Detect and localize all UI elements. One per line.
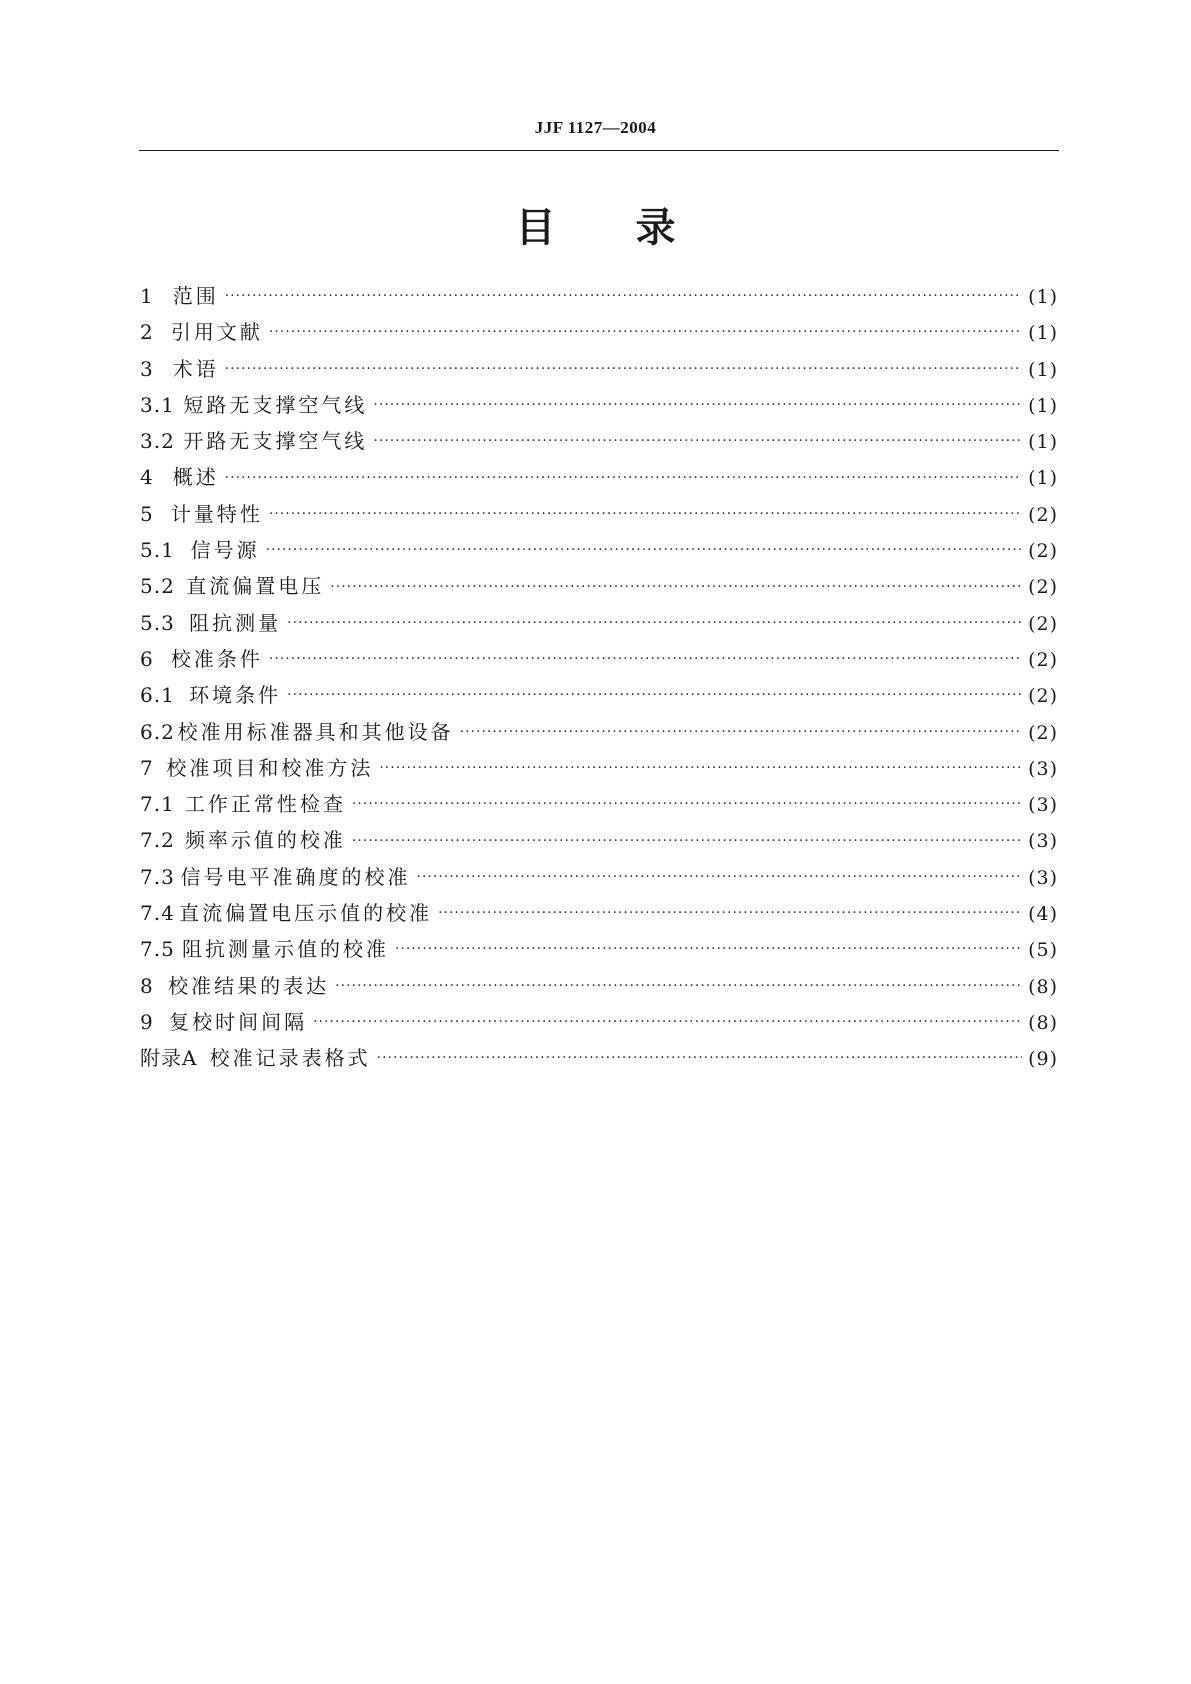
toc-leader-dots [438,903,1022,923]
toc-entry-number: 5.1 [140,538,175,563]
toc-leader-dots [352,831,1022,851]
toc-entry-number: 6.1 [140,683,175,708]
toc-entry[interactable] [140,714,1058,750]
toc-entry-page: (2) [1028,576,1058,599]
toc-entry-number: 7.4 [140,901,175,926]
toc-entry-label: 开路无支撑空气线 [183,429,368,454]
toc-entry-number: 5.3 [140,610,175,635]
toc-leader-dots [287,613,1022,633]
header-divider [139,150,1059,151]
toc-entry-page: (3) [1028,830,1058,853]
toc-leader-dots [225,468,1022,488]
toc-entry-label: 直流偏置电压 [186,574,325,599]
toc-leader-dots [287,685,1022,705]
toc-entry-number: 3 [140,356,154,381]
toc-title [0,196,1191,253]
toc-entry-page: (8) [1028,1011,1058,1034]
toc-entry-label: 校准条件 [170,646,263,671]
toc-entry[interactable] [140,822,1058,858]
toc-entry[interactable] [140,496,1058,532]
toc-entry[interactable] [140,532,1058,568]
toc-title-char-2: 录 [635,205,676,251]
toc-leader-dots [225,359,1022,379]
toc-leader-dots [395,939,1022,959]
toc-entry[interactable] [140,1040,1058,1076]
toc-entry[interactable] [140,278,1058,314]
toc-entry-label: 引用文献 [170,320,263,345]
toc-title-char-1: 目 [515,205,556,251]
toc-entry-page: (3) [1028,866,1058,889]
toc-entry-page: (1) [1028,467,1058,490]
toc-entry[interactable] [140,859,1058,895]
toc-entry[interactable] [140,786,1058,822]
toc-entry-number: 3.2 [140,429,175,454]
toc-leader-dots [269,504,1022,524]
toc-entry-label: 阻抗测量示值的校准 [181,937,389,962]
document-code: JJF 1127—2004 [534,118,657,137]
toc-entry-number: 3.1 [140,392,175,417]
toc-entry-page: (2) [1028,685,1058,708]
toc-entry-number: 9 [140,1009,154,1034]
toc-leader-dots [266,540,1022,560]
toc-entry-number: 2 [140,320,154,345]
toc-entry-page: (1) [1028,322,1058,345]
toc-entry-number: 8 [140,973,154,998]
toc-entry-page: (1) [1028,286,1058,308]
toc-entry[interactable] [140,605,1058,641]
toc-entry[interactable] [140,351,1058,387]
toc-entry-label: 概述 [172,465,219,490]
table-of-contents [140,278,1058,1077]
toc-entry[interactable] [140,931,1058,967]
toc-entry-page: (1) [1028,431,1058,454]
toc-leader-dots [379,758,1022,778]
toc-entry-number: 附录A [140,1046,198,1071]
toc-entry-page: (2) [1028,721,1058,744]
toc-entry-page: (2) [1028,648,1058,671]
toc-entry[interactable] [140,677,1058,713]
toc-entry-label: 环境条件 [189,683,282,708]
toc-entry-label: 范围 [172,284,219,308]
toc-entry-number: 7.5 [140,937,175,962]
toc-entry-number: 4 [140,465,154,490]
toc-entry-label: 信号源 [190,538,260,563]
toc-entry-number: 6 [140,646,154,671]
toc-entry[interactable] [140,314,1058,350]
toc-leader-dots [269,649,1022,669]
toc-entry-number: 7.3 [140,864,175,889]
toc-entry[interactable] [140,423,1058,459]
toc-leader-dots [352,794,1022,814]
toc-entry-label: 短路无支撑空气线 [183,392,368,417]
toc-entry[interactable] [140,641,1058,677]
toc-leader-dots [269,322,1022,342]
toc-entry[interactable] [140,750,1058,786]
toc-entry-label: 校准记录表格式 [209,1046,371,1071]
toc-entry-label: 频率示值的校准 [184,828,346,853]
toc-leader-dots [335,976,1022,996]
toc-entry-label: 复校时间间隔 [169,1009,308,1034]
toc-leader-dots [460,722,1022,742]
toc-entry-label: 校准结果的表达 [168,973,330,998]
toc-entry-number: 7 [140,755,154,780]
toc-leader-dots [330,577,1022,597]
toc-entry-label: 校准项目和校准方法 [166,755,374,780]
toc-entry-label: 阻抗测量 [189,610,282,635]
toc-entry-page: (3) [1028,794,1058,817]
toc-entry-label: 工作正常性检查 [184,792,346,817]
toc-entry[interactable] [140,968,1058,1004]
toc-entry-label: 术语 [172,356,219,381]
toc-entry[interactable] [140,459,1058,495]
toc-leader-dots [373,395,1022,415]
toc-entry-label: 信号电平准确度的校准 [180,864,411,889]
toc-entry-number: 7.2 [140,828,175,853]
toc-leader-dots [417,867,1023,887]
toc-entry[interactable] [140,568,1058,604]
toc-entry-page: (8) [1028,975,1058,998]
toc-entry-page: (2) [1028,540,1058,563]
toc-entry-number: 6.2 [140,719,175,744]
toc-entry[interactable] [140,895,1058,931]
toc-leader-dots [313,1012,1022,1032]
toc-entry-page: (9) [1028,1048,1058,1071]
toc-entry-number: 5 [140,501,154,526]
toc-entry-number: 7.1 [140,792,175,817]
toc-entry-page: (5) [1028,939,1058,962]
toc-entry-label: 校准用标准器具和其他设备 [177,719,454,744]
toc-entry-label: 计量特性 [170,501,263,526]
toc-entry[interactable] [140,387,1058,423]
toc-leader-dots [225,286,1022,306]
toc-entry-page: (4) [1028,903,1058,926]
toc-entry-page: (1) [1028,358,1058,381]
toc-entry[interactable] [140,1004,1058,1040]
toc-leader-dots [373,431,1022,451]
toc-entry-number: 1 [140,284,154,308]
toc-entry-page: (2) [1028,503,1058,526]
toc-leader-dots [377,1048,1022,1068]
toc-entry-number: 5.2 [140,574,175,599]
toc-entry-page: (3) [1028,757,1058,780]
toc-entry-page: (2) [1028,612,1058,635]
toc-entry-label: 直流偏置电压示值的校准 [179,901,433,926]
toc-entry-page: (1) [1028,394,1058,417]
